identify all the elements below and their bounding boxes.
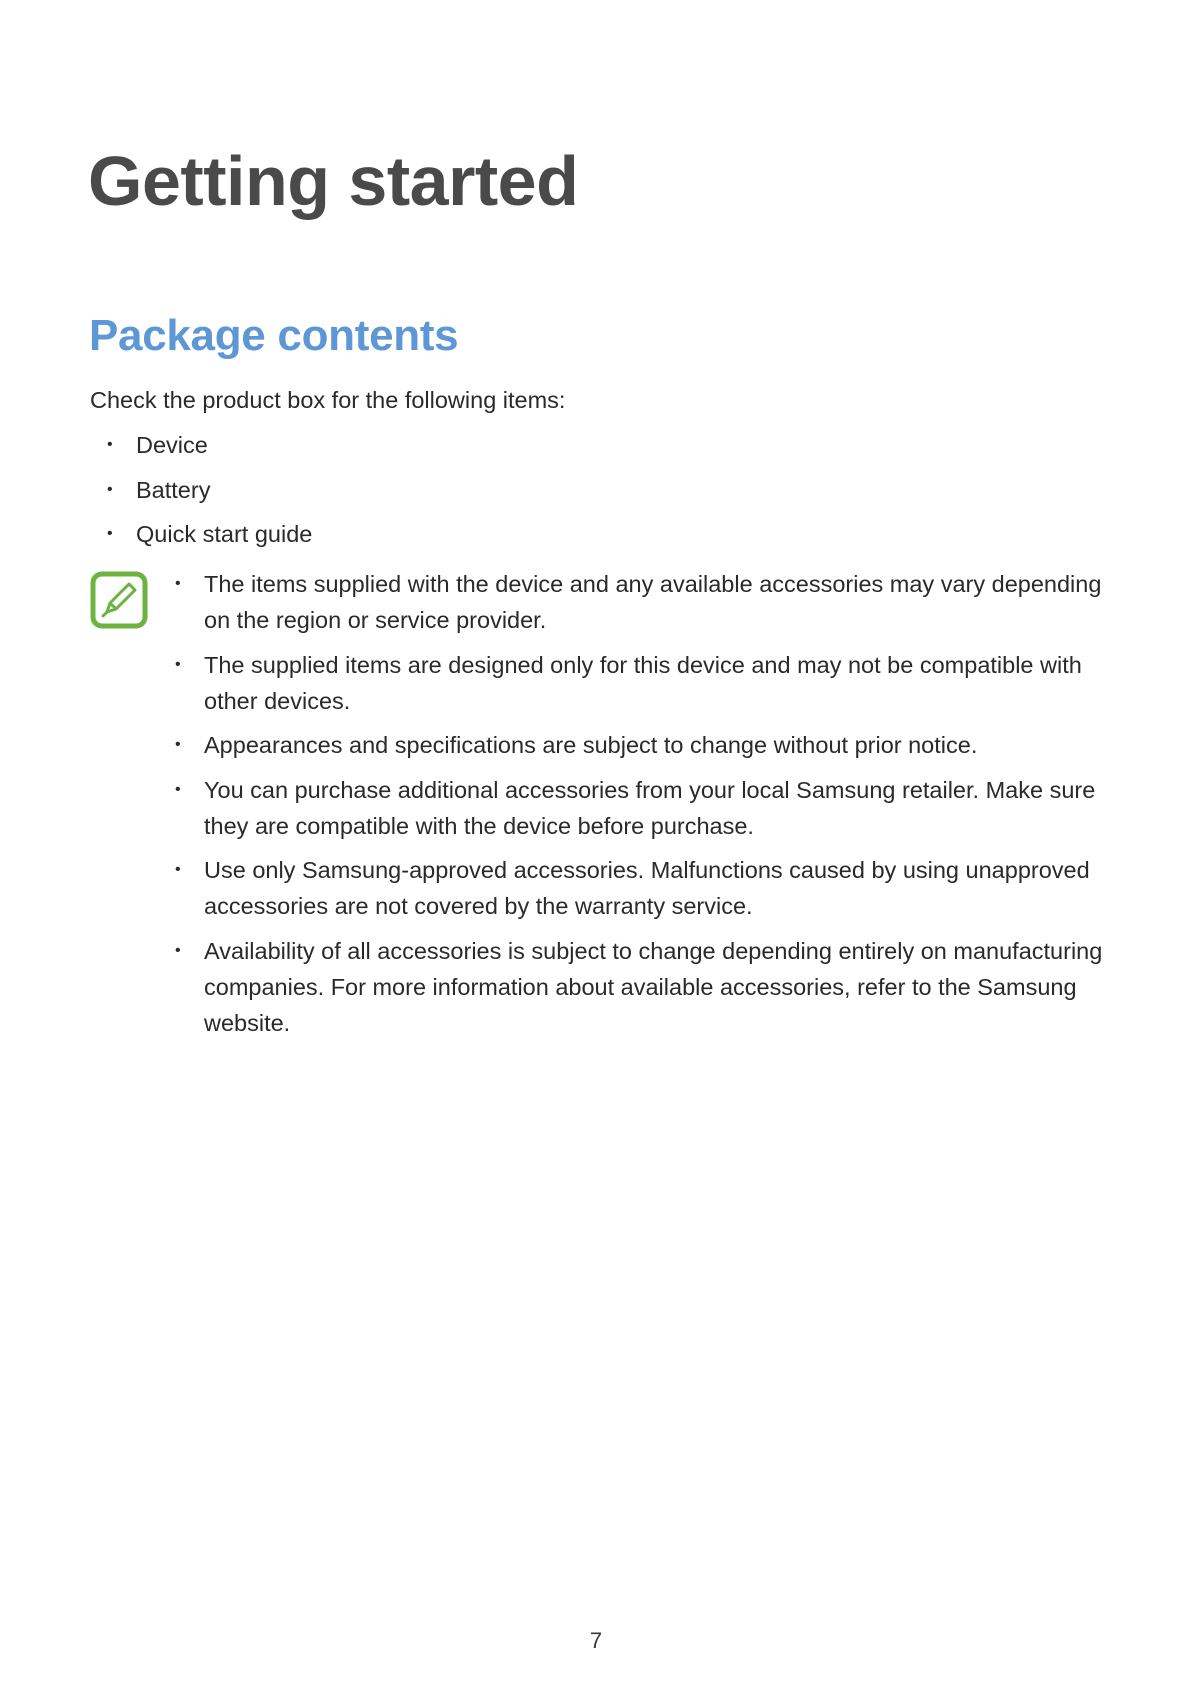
section-heading: Package contents [89,311,459,360]
bullet-icon: • [175,736,181,753]
list-item-label: Device [136,432,208,458]
page-number: 7 [589,1628,603,1653]
note-text: The items supplied with the device and any available accessories may vary depending on the region or service provider. [204,571,1102,633]
note-item [168,727,1113,763]
bullet-icon: • [175,575,181,592]
bullet-icon: • [175,861,181,878]
package-item-list [90,429,312,563]
list-item [90,518,312,550]
note-list [168,566,1113,1049]
page-title: Getting started [88,142,579,220]
bullet-icon: • [175,655,181,673]
bullet-icon: • [107,436,113,453]
note-item [168,566,1113,638]
note-item [168,772,1113,844]
note-text: Use only Samsung-approved accessories. Malfunctions caused by using unapproved accessories are not covered by the warranty service. [204,857,1090,919]
list-item-label: Battery [136,476,211,503]
note-text: The supplied items are designed only for this device and may not be compatible with other devices. [204,651,1082,714]
note-item [168,933,1113,1041]
bullet-icon: • [175,941,181,959]
list-item [90,474,312,506]
note-text: Availability of all accessories is subject to change depending entirely on manufacturing companies. For more information about available accessories, refer to the Samsung website. [204,937,1103,1036]
list-item-label: Quick start guide [136,521,313,547]
intro-text: Check the product box for the following items: [90,387,566,413]
bullet-icon: • [107,525,113,542]
bullet-icon: • [107,480,113,498]
note-text: You can purchase additional accessories from your local Samsung retailer. Make sure they are compatible with the device before purchase. [204,776,1096,839]
note-pencil-icon [90,571,148,629]
note-item [168,647,1113,719]
bullet-icon: • [175,780,181,798]
note-text: Appearances and specifications are subject to change without prior notice. [204,732,978,758]
note-item [168,852,1113,924]
list-item [90,429,312,461]
